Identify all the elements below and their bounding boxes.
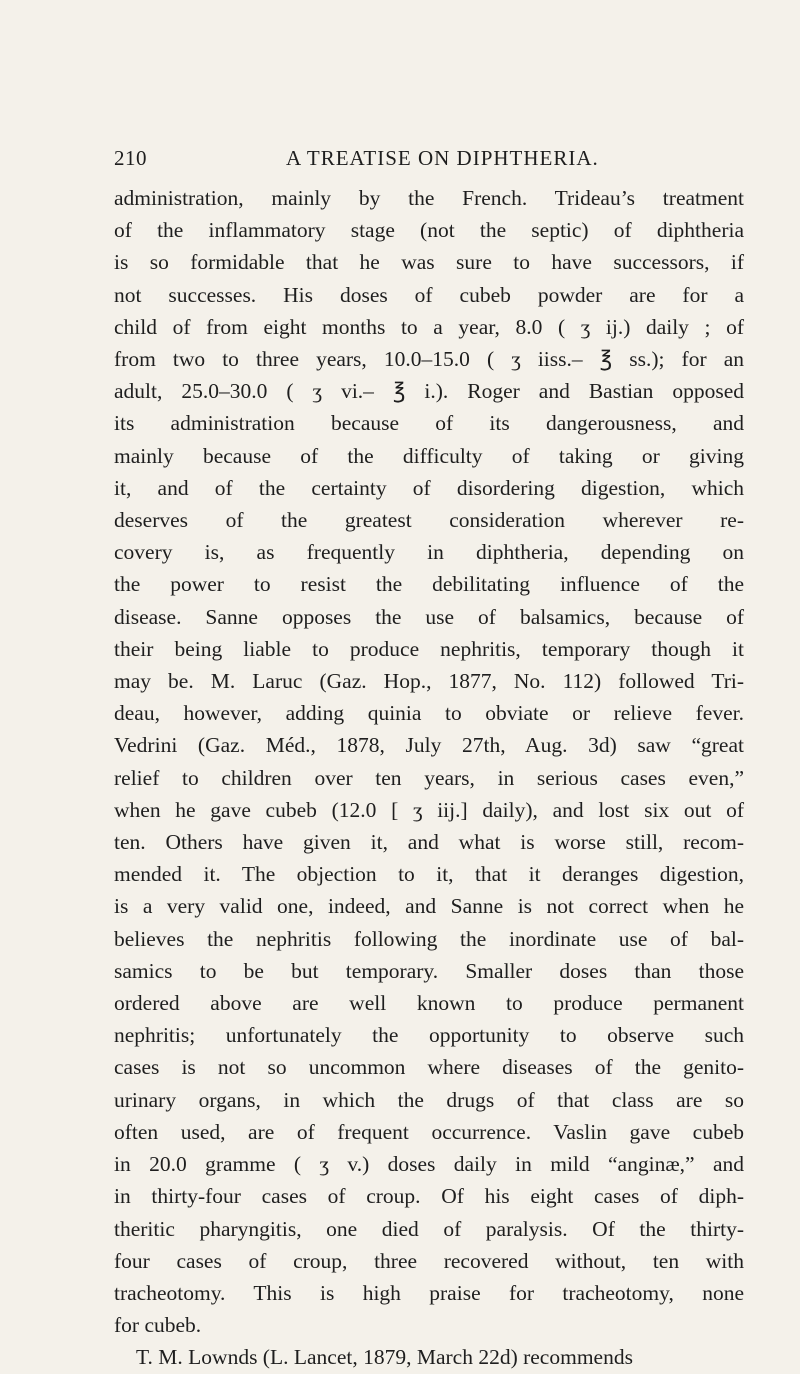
text-line: mended it. The objection to it, that it deranges digestion, <box>114 862 744 887</box>
text-line: cases is not so uncommon where diseases of the genito- <box>114 1055 744 1080</box>
text-line: in 20.0 gramme ( ʒ v.) doses daily in mild “anginæ,” and <box>114 1152 744 1177</box>
text-line: child of from eight months to a year, 8.0 ( ʒ ij.) daily ; of <box>114 314 744 339</box>
text-line: Vedrini (Gaz. Méd., 1878, July 27th, Aug. 3d) saw “great <box>114 733 744 758</box>
text-line: disease. Sanne opposes the use of balsamics, because of <box>114 604 744 629</box>
text-line: urinary organs, in which the drugs of that class are so <box>114 1087 744 1112</box>
text-line: in thirty-four cases of croup. Of his eight cases of diph- <box>114 1184 744 1209</box>
text-line: deau, however, adding quinia to obviate or relieve fever. <box>114 701 744 726</box>
text-line: their being liable to produce nephritis, temporary though it <box>114 636 744 661</box>
body-text <box>114 182 744 1374</box>
text-line: not successes. His doses of cubeb powder are for a <box>114 282 744 307</box>
text-line: ten. Others have given it, and what is worse still, recom- <box>114 830 744 855</box>
text-line: may be. M. Laruc (Gaz. Hop., 1877, No. 112) followed Tri- <box>114 669 744 694</box>
running-title: A TREATISE ON DIPHTHERIA. <box>286 146 599 170</box>
text-line: deserves of the greatest consideration wherever re- <box>114 508 744 533</box>
text-line: ordered above are well known to produce permanent <box>114 991 744 1016</box>
text-line: adult, 25.0–30.0 ( ʒ vi.– ℥ i.). Roger and Bastian opposed <box>114 379 744 404</box>
text-line: relief to children over ten years, in serious cases even,” <box>114 765 744 790</box>
text-line: often used, are of frequent occurrence. Vaslin gave cubeb <box>114 1119 744 1144</box>
text-line: covery is, as frequently in diphtheria, depending on <box>114 540 744 565</box>
text-line: from two to three years, 10.0–15.0 ( ʒ iiss.– ℥ ss.); for an <box>114 347 744 372</box>
page-number: 210 <box>114 146 147 170</box>
text-line: mainly because of the difficulty of taking or giving <box>114 443 744 468</box>
text-line: it, and of the certainty of disordering digestion, which <box>114 475 744 500</box>
text-line: tracheotomy. This is high praise for tracheotomy, none <box>114 1280 744 1305</box>
text-line: of the inflammatory stage (not the septic) of diphtheria <box>114 218 744 243</box>
text-line: is a very valid one, indeed, and Sanne is not correct when he <box>114 894 744 919</box>
text-line: four cases of croup, three recovered without, ten with <box>114 1248 744 1273</box>
text-line: theritic pharyngitis, one died of paralysis. Of the thirty- <box>114 1216 744 1241</box>
text-line: believes the nephritis following the inordinate use of bal- <box>114 926 744 951</box>
text-line: the power to resist the debilitating influence of the <box>114 572 744 597</box>
text-line: samics to be but temporary. Smaller doses than those <box>114 958 744 983</box>
text-line: is so formidable that he was sure to have successors, if <box>114 250 744 275</box>
text-line: nephritis; unfortunately the opportunity to observe such <box>114 1023 744 1048</box>
text-line: administration, mainly by the French. Trideau’s treatment <box>114 186 744 210</box>
running-header <box>114 146 708 176</box>
text-line: when he gave cubeb (12.0 [ ʒ iij.] daily), and lost six out of <box>114 797 744 822</box>
text-line: for cubeb. <box>114 1313 202 1338</box>
text-line: T. M. Lownds (L. Lancet, 1879, March 22d) recommends <box>136 1345 633 1370</box>
text-line: its administration because of its dangerousness, and <box>114 411 744 436</box>
